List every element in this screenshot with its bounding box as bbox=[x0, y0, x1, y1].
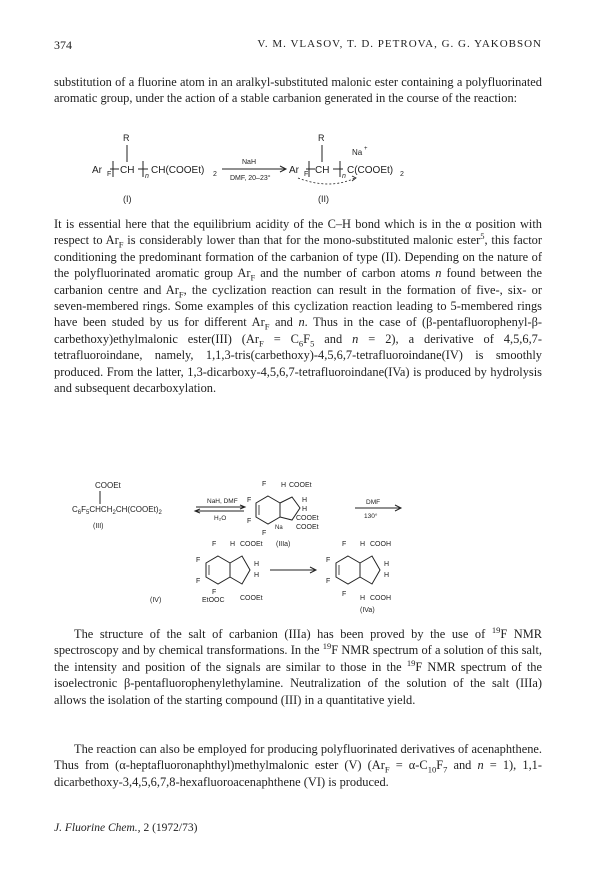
p2-text-6: , the cyclization reaction can result in the formation of five-, six- or seven-membered rings. Some examples of this cyclization reaction leading to 5-membered rings have been studed by us for different Ar bbox=[54, 282, 542, 330]
iiia-cooet-top: COOEt bbox=[289, 482, 312, 489]
footer-year: (1972/73) bbox=[152, 822, 198, 834]
label-iii: (III) bbox=[93, 523, 104, 530]
iiia-f2: F bbox=[247, 497, 252, 504]
iiia-na: Na bbox=[275, 525, 283, 531]
scheme1-ester-right: C(COOEt) bbox=[347, 165, 394, 176]
paragraph-1: substitution of a fluorine atom in an aralkyl-substituted malonic ester containing a polyfluorinated aromatic group, under the action of a stable carbanion generated in the course of the reaction: bbox=[54, 75, 542, 106]
iva-f2: F bbox=[326, 557, 331, 564]
p2-sub-5: F bbox=[178, 289, 184, 300]
iiia-f3: F bbox=[247, 518, 252, 525]
p2-n-2: n bbox=[298, 315, 305, 330]
p2-text-9: = C bbox=[263, 331, 299, 346]
p2-text-1: It is essential here that the equilibrium acidity of the C–H bond which is in the α position with respect to Ar bbox=[54, 217, 542, 248]
scheme1-r-left: R bbox=[123, 133, 130, 143]
iva-f3: F bbox=[326, 578, 331, 585]
p4-n: n bbox=[477, 758, 484, 773]
p4-text-2: = α-C bbox=[389, 758, 428, 773]
footer-volume: 2 bbox=[143, 822, 150, 834]
scheme1-ar-left: Ar bbox=[92, 165, 102, 176]
p2-text-4: and the number of carbon atoms bbox=[255, 266, 436, 281]
p2-sub-3: F bbox=[250, 272, 256, 283]
label-iv: (IV) bbox=[150, 597, 162, 604]
scheme1-na: Na bbox=[352, 148, 363, 157]
iva-cyclo bbox=[360, 556, 380, 584]
p2-sub-1: F bbox=[118, 239, 124, 250]
p2-text-7: and bbox=[269, 315, 299, 330]
p2-sub-9c: 5 bbox=[310, 338, 315, 349]
arrow2-top: DMF bbox=[366, 499, 381, 506]
p3-text-2: F NMR spectroscopy and by chemical transformations. In the bbox=[54, 627, 543, 658]
p3-text-1: The structure of the salt of carbanion (IIIa) has been proved by the use of bbox=[74, 627, 492, 641]
iv-cooet-top: COOEt bbox=[240, 541, 263, 548]
p4-sub-1: F bbox=[384, 764, 390, 775]
arrow2-bottom: 130° bbox=[364, 513, 378, 520]
arrow1-top: NaH, DMF bbox=[207, 498, 238, 505]
iv-benzene bbox=[206, 556, 230, 584]
iiia-benzene bbox=[256, 496, 280, 524]
p4-sub-2c: 7 bbox=[443, 764, 448, 775]
iv-h2: H bbox=[254, 561, 260, 568]
iv-f3: F bbox=[196, 578, 201, 585]
scheme1-n-right: n bbox=[342, 173, 346, 180]
iv-etooc: EtOOC bbox=[202, 597, 225, 604]
paragraph-3 bbox=[54, 626, 542, 708]
p3-text-4: F NMR spectrum of the isoelectronic β-pentafluorophenylethylamine. Neutralization of the solution of the salt (IIIa) allows the isolation of the starting compound (III) in a quantitative yield. bbox=[54, 659, 543, 707]
p2-text-9b: F bbox=[303, 331, 311, 346]
p3-sup-3: 19 bbox=[406, 657, 416, 668]
p2-ref-5: 5 bbox=[480, 231, 485, 242]
iv-cooet-bot: COOEt bbox=[240, 595, 263, 602]
scheme1-n-left: n bbox=[145, 173, 149, 180]
journal-footer bbox=[54, 822, 197, 834]
page-header bbox=[54, 38, 542, 54]
iiia-h: H bbox=[281, 482, 287, 489]
label-iiia: (IIIa) bbox=[276, 541, 291, 548]
iva-f1: F bbox=[342, 541, 347, 548]
iv-h3: H bbox=[254, 572, 260, 579]
p2-text-3: , this factor conditioning the predominant formation of the carbanion of type (II). Depending on the nature of the polyfluorinated aromatic group Ar bbox=[54, 233, 542, 281]
p4-text-4: = 1), 1,1-dicarbethoxy-3,4,5,6,7,8-hexafluoroacenaphthene (VI) is produced. bbox=[54, 758, 542, 789]
scheme1-ester-sub-left: 2 bbox=[213, 171, 217, 178]
iva-h2: H bbox=[384, 561, 390, 568]
iii-formula: $C_6F_5CHCH_2CH(COOEt)_2$ bbox=[72, 505, 162, 516]
scheme1-ester-left: CH(COOEt) bbox=[151, 165, 205, 176]
iiia-cooet-bot: COOEt bbox=[296, 524, 319, 531]
scheme1-reagent-bottom: DMF, 20–23° bbox=[230, 175, 271, 182]
iii-cooet: COOEt bbox=[95, 481, 121, 490]
p4-text-3: and bbox=[447, 758, 478, 773]
label-iva: (IVa) bbox=[360, 607, 375, 614]
scheme1-ch-left: CH bbox=[120, 165, 135, 176]
iiia-f4: F bbox=[262, 530, 267, 537]
scheme1-label-ii: (II) bbox=[318, 194, 329, 204]
running-head: V. M. VLASOV, T. D. PETROVA, G. G. YAKOBSON bbox=[257, 38, 542, 50]
iva-h3: H bbox=[384, 572, 390, 579]
paragraph-2 bbox=[54, 216, 542, 396]
p2-text-8: . Thus in the case of (β-pentafluorophenyl-β-carbethoxy)ethylmalonic ester(III) (Ar bbox=[54, 315, 543, 346]
iva-benzene bbox=[336, 556, 360, 584]
iiia-f1: F bbox=[262, 481, 267, 488]
scheme1-dashed-curve bbox=[298, 178, 355, 184]
scheme1-ester-sub-right: 2 bbox=[400, 171, 404, 178]
p3-text-3: F NMR spectrum of a solution of this salt, the intensity and position of the signals are similar to those in the bbox=[54, 643, 542, 674]
p2-text-5: found between the carbanion centre and Ar bbox=[54, 266, 542, 297]
p2-sub-8: F bbox=[259, 338, 264, 349]
scheme1-ch-right: CH bbox=[315, 165, 330, 176]
iiia-cooet-mid: COOEt bbox=[296, 515, 319, 522]
p3-sup-2: 19 bbox=[322, 641, 332, 652]
paragraph-4 bbox=[54, 741, 542, 790]
iv-h: H bbox=[230, 541, 236, 548]
p2-text-2: is considerably lower than that for the mono-substituted malonic ester bbox=[123, 233, 481, 248]
iva-cooh-bot: COOH bbox=[370, 595, 391, 602]
scheme1-reagent-top: NaH bbox=[242, 159, 257, 166]
iva-h: H bbox=[360, 541, 366, 548]
iv-f1: F bbox=[212, 541, 217, 548]
p2-n-1: n bbox=[435, 266, 442, 281]
p3-sup-1: 19 bbox=[491, 624, 501, 635]
iv-f2: F bbox=[196, 557, 201, 564]
iiia-h3: H bbox=[302, 506, 308, 513]
footer-journal: J. Fluorine Chem., bbox=[54, 822, 141, 834]
scheme1-ar-right: Ar bbox=[289, 165, 299, 176]
p2-text-11: = 2), a derivative of 4,5,6,7-tetrafluoroindane, namely, 1,1,3-tris(carbethoxy)-4,5,6,7-tetrafluoroindane(IV) is smoothly produced. From the latter, 1,3-dicarboxy-4,5,6,7-tetrafluoroindane(IVa) is produced by hydrolysis and subsequent decarboxylation. bbox=[54, 331, 542, 396]
p4-text-2b: F bbox=[436, 758, 444, 773]
scheme1-r-right: R bbox=[318, 133, 325, 143]
iiia-h2: H bbox=[302, 497, 308, 504]
p2-sub-9a: 6 bbox=[298, 338, 304, 349]
scheme1-fsub-right: F bbox=[304, 171, 309, 178]
reaction-scheme-1 bbox=[0, 128, 593, 208]
page-number: 374 bbox=[54, 38, 72, 52]
scheme1-na-plus: + bbox=[364, 146, 368, 152]
arrow1-bottom: H₂O bbox=[214, 515, 227, 522]
p4-sub-2a: 10 bbox=[427, 764, 437, 775]
scheme1-fsub-left: F bbox=[107, 171, 112, 178]
iva-f4: F bbox=[342, 591, 347, 598]
iva-cooh-top: COOH bbox=[370, 541, 391, 548]
p2-n-3: n bbox=[352, 331, 359, 346]
reaction-scheme-2 bbox=[0, 478, 593, 618]
iv-f4: F bbox=[212, 589, 217, 596]
p2-text-10: and bbox=[314, 331, 353, 346]
iva-h4: H bbox=[360, 595, 366, 602]
scheme1-label-i: (I) bbox=[123, 194, 132, 204]
p4-text-1: The reaction can also be employed for producing polyfluorinated derivatives of acenaphthene. Thus from (α-heptafluoronaphthyl)methylmalonic ester (V) (Ar bbox=[54, 742, 542, 773]
iv-cyclo bbox=[230, 556, 250, 584]
p2-sub-6: F bbox=[264, 321, 270, 332]
